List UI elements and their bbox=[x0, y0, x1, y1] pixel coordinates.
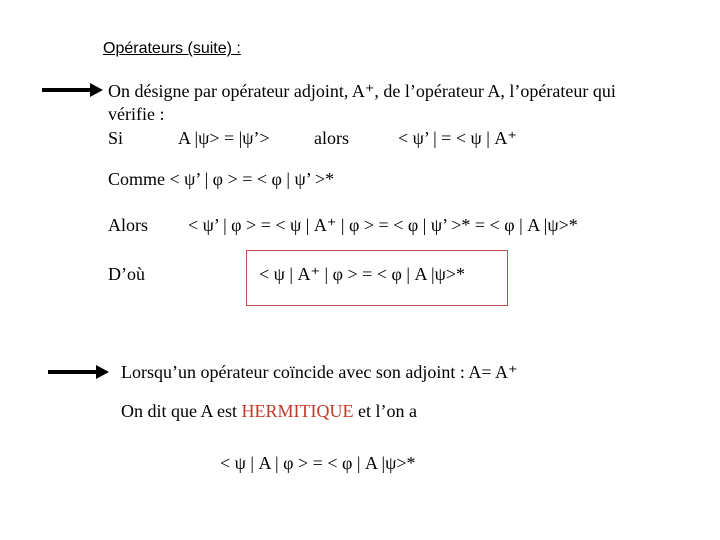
alors-row-expression: < ψ’ | φ > = < ψ | A⁺ | φ > = < φ | ψ’ >* = < φ | A |ψ>* bbox=[188, 215, 578, 235]
alors-row-label: Alors bbox=[108, 215, 148, 235]
comme-expression: Comme < ψ’ | φ > = < φ | ψ’ >* bbox=[108, 169, 335, 189]
hermitique-line-1: Lorsqu’un opérateur coïncide avec son adjoint : A= A⁺ bbox=[121, 362, 518, 382]
si-label: Si bbox=[108, 128, 124, 148]
definition-line-2: vérifie : bbox=[108, 104, 165, 124]
adjoint-result-expression: < ψ’ | = < ψ | A⁺ bbox=[398, 128, 517, 148]
dou-label: D’où bbox=[108, 264, 145, 284]
hermitique-suffix: et l’on a bbox=[357, 401, 417, 421]
hermitique-prefix: On dit que A est bbox=[121, 401, 237, 421]
condition-expression: A |ψ> = |ψ’> bbox=[178, 128, 270, 148]
alors-label: alors bbox=[314, 128, 349, 148]
right-arrow-icon bbox=[46, 360, 110, 384]
dou-expression: < ψ | A⁺ | φ > = < φ | A |ψ>* bbox=[259, 264, 465, 284]
hermitique-word: HERMITIQUE bbox=[241, 401, 354, 421]
page-title: Opérateurs (suite) : bbox=[103, 40, 241, 57]
hermitique-expression: < ψ | A | φ > = < φ | A |ψ>* bbox=[220, 453, 416, 473]
right-arrow-icon bbox=[40, 78, 104, 102]
hermitique-line-2 bbox=[121, 400, 417, 422]
definition-line-1: On désigne par opérateur adjoint, A⁺, de l’opérateur A, l’opérateur qui bbox=[108, 81, 616, 101]
